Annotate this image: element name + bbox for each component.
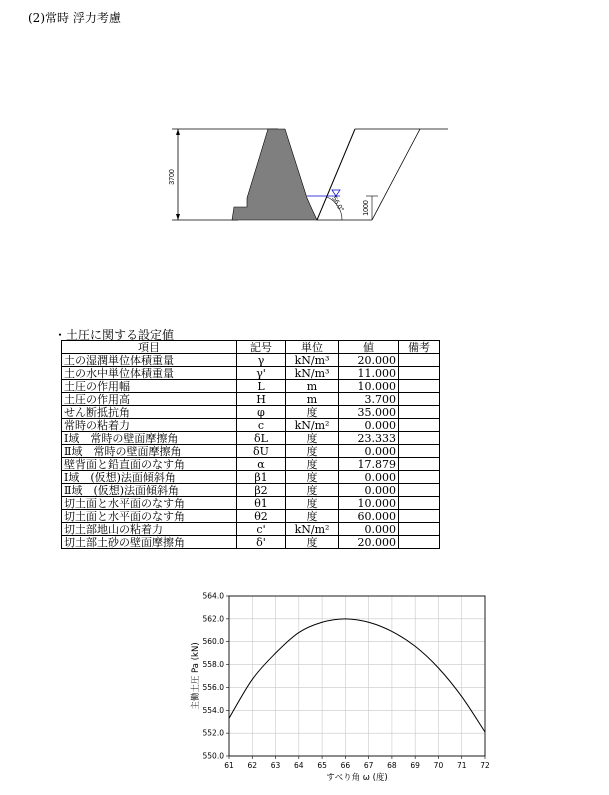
y-axis-label: 主働土圧 Pa (kN) (191, 642, 201, 710)
param-symbol: θ1 (237, 497, 286, 510)
param-value: 20.000 (339, 536, 399, 549)
retaining-wall-diagram (160, 120, 460, 230)
table-row (62, 354, 440, 367)
param-value: 10.000 (339, 380, 399, 393)
param-item: 壁背面と鉛直面のなす角 (62, 458, 237, 471)
x-axis-label: すべり角 ω (度) (326, 773, 388, 783)
active-earth-pressure-chart (185, 585, 495, 785)
table-row (62, 432, 440, 445)
x-tick-label: 70 (433, 761, 444, 770)
table-row (62, 510, 440, 523)
y-tick-label: 558.0 (202, 660, 224, 670)
param-unit: kN/m² (286, 419, 339, 432)
y-tick-label: 556.0 (202, 682, 224, 692)
param-value: 0.000 (339, 484, 399, 497)
earth-pressure-section-title: ・土圧に関する設定値 (54, 328, 175, 342)
param-symbol: c' (237, 523, 286, 536)
param-symbol: γ (237, 354, 286, 367)
param-item: Ⅱ域 常時の壁面摩擦角 (62, 445, 237, 458)
param-unit: 度 (286, 458, 339, 471)
param-value: 10.000 (339, 497, 399, 510)
header-symbol: 記号 (237, 341, 286, 354)
param-item: 切土部土砂の壁面摩擦角 (62, 536, 237, 549)
param-remarks (399, 458, 440, 471)
table-row (62, 367, 440, 380)
earth-pressure-parameter-table (61, 340, 440, 549)
param-item: Ⅱ域 (仮想)法面傾斜角 (62, 484, 237, 497)
y-tick-label: 550.0 (202, 751, 224, 761)
table-row (62, 445, 440, 458)
param-value: 35.000 (339, 406, 399, 419)
param-remarks (399, 445, 440, 458)
param-symbol: α (237, 458, 286, 471)
y-tick-label: 554.0 (202, 705, 224, 715)
param-unit: 度 (286, 536, 339, 549)
param-remarks (399, 393, 440, 406)
param-item: Ⅰ域 常時の壁面摩擦角 (62, 432, 237, 445)
param-remarks (399, 484, 440, 497)
param-remarks (399, 406, 440, 419)
cut-slope-line (372, 129, 420, 220)
param-item: 切土面と水平面のなす角 (62, 497, 237, 510)
param-symbol: δ' (237, 536, 286, 549)
param-symbol: β2 (237, 484, 286, 497)
x-tick-label: 67 (363, 761, 374, 770)
param-unit: m (286, 393, 339, 406)
table-row (62, 406, 440, 419)
table-row (62, 497, 440, 510)
param-item: 土圧の作用高 (62, 393, 237, 406)
param-symbol: γ' (237, 367, 286, 380)
param-value: 0.000 (339, 445, 399, 458)
param-item: 土圧の作用幅 (62, 380, 237, 393)
param-item: 切土面と水平面のなす角 (62, 510, 237, 523)
param-unit: 度 (286, 510, 339, 523)
param-unit: 度 (286, 484, 339, 497)
table-row (62, 380, 440, 393)
x-tick-label: 64 (294, 761, 304, 770)
param-symbol: L (237, 380, 286, 393)
param-unit: 度 (286, 445, 339, 458)
param-symbol: H (237, 393, 286, 406)
table-header-row (62, 341, 440, 354)
param-symbol: φ (237, 406, 286, 419)
x-tick-label: 69 (410, 761, 420, 770)
y-tick-label: 552.0 (202, 728, 224, 738)
param-value: 23.333 (339, 432, 399, 445)
y-tick-label: 564.0 (202, 591, 224, 601)
param-remarks (399, 380, 440, 393)
param-symbol: c (237, 419, 286, 432)
param-remarks (399, 536, 440, 549)
param-value: 0.000 (339, 471, 399, 484)
param-symbol: δU (237, 445, 286, 458)
retaining-wall-block (232, 129, 317, 220)
param-remarks (399, 510, 440, 523)
page-heading: (2)常時 浮力考慮 (28, 11, 121, 25)
header-remarks: 備考 (399, 341, 440, 354)
param-unit: 度 (286, 432, 339, 445)
param-unit: 度 (286, 406, 339, 419)
param-value: 60.000 (339, 510, 399, 523)
param-symbol: δL (237, 432, 286, 445)
param-value: 3.700 (339, 393, 399, 406)
slip-angle-label: 56.0° (330, 195, 345, 214)
param-item: 土の湿潤単位体積重量 (62, 354, 237, 367)
param-unit: kN/m³ (286, 354, 339, 367)
param-symbol: θ2 (237, 510, 286, 523)
y-tick-label: 560.0 (202, 637, 224, 647)
param-symbol: β1 (237, 471, 286, 484)
x-tick-label: 65 (317, 761, 327, 770)
table-row (62, 419, 440, 432)
x-tick-label: 62 (247, 761, 258, 770)
header-unit: 単位 (286, 341, 339, 354)
param-remarks (399, 432, 440, 445)
param-item: 切土部地山の粘着力 (62, 523, 237, 536)
table-row (62, 393, 440, 406)
param-item: 土の水中単位体積重量 (62, 367, 237, 380)
x-tick-label: 66 (340, 761, 351, 770)
param-unit: 度 (286, 471, 339, 484)
table-row (62, 458, 440, 471)
param-remarks (399, 419, 440, 432)
param-value: 0.000 (339, 523, 399, 536)
param-unit: m (286, 380, 339, 393)
param-unit: 度 (286, 497, 339, 510)
x-tick-label: 63 (270, 761, 281, 770)
table-row (62, 536, 440, 549)
table-row (62, 523, 440, 536)
param-item: 常時の粘着力 (62, 419, 237, 432)
param-unit: kN/m³ (286, 367, 339, 380)
param-remarks (399, 354, 440, 367)
param-remarks (399, 367, 440, 380)
param-item: せん断抵抗角 (62, 406, 237, 419)
table-row (62, 484, 440, 497)
y-tick-label: 562.0 (202, 614, 224, 624)
param-remarks (399, 523, 440, 536)
x-tick-label: 61 (224, 761, 234, 770)
param-value: 17.879 (339, 458, 399, 471)
param-item: Ⅰ域 (仮想)法面傾斜角 (62, 471, 237, 484)
param-value: 0.000 (339, 419, 399, 432)
param-remarks (399, 497, 440, 510)
param-unit: kN/m² (286, 523, 339, 536)
header-item: 項目 (62, 341, 237, 354)
height-dimension-label: 3700 (169, 169, 176, 185)
x-tick-label: 72 (480, 761, 490, 770)
header-value: 値 (339, 341, 399, 354)
param-value: 20.000 (339, 354, 399, 367)
param-value: 11.000 (339, 367, 399, 380)
table-row (62, 471, 440, 484)
water-dimension-label: 1000 (363, 200, 370, 216)
x-tick-label: 71 (456, 761, 467, 770)
param-remarks (399, 471, 440, 484)
x-tick-label: 68 (387, 761, 397, 770)
